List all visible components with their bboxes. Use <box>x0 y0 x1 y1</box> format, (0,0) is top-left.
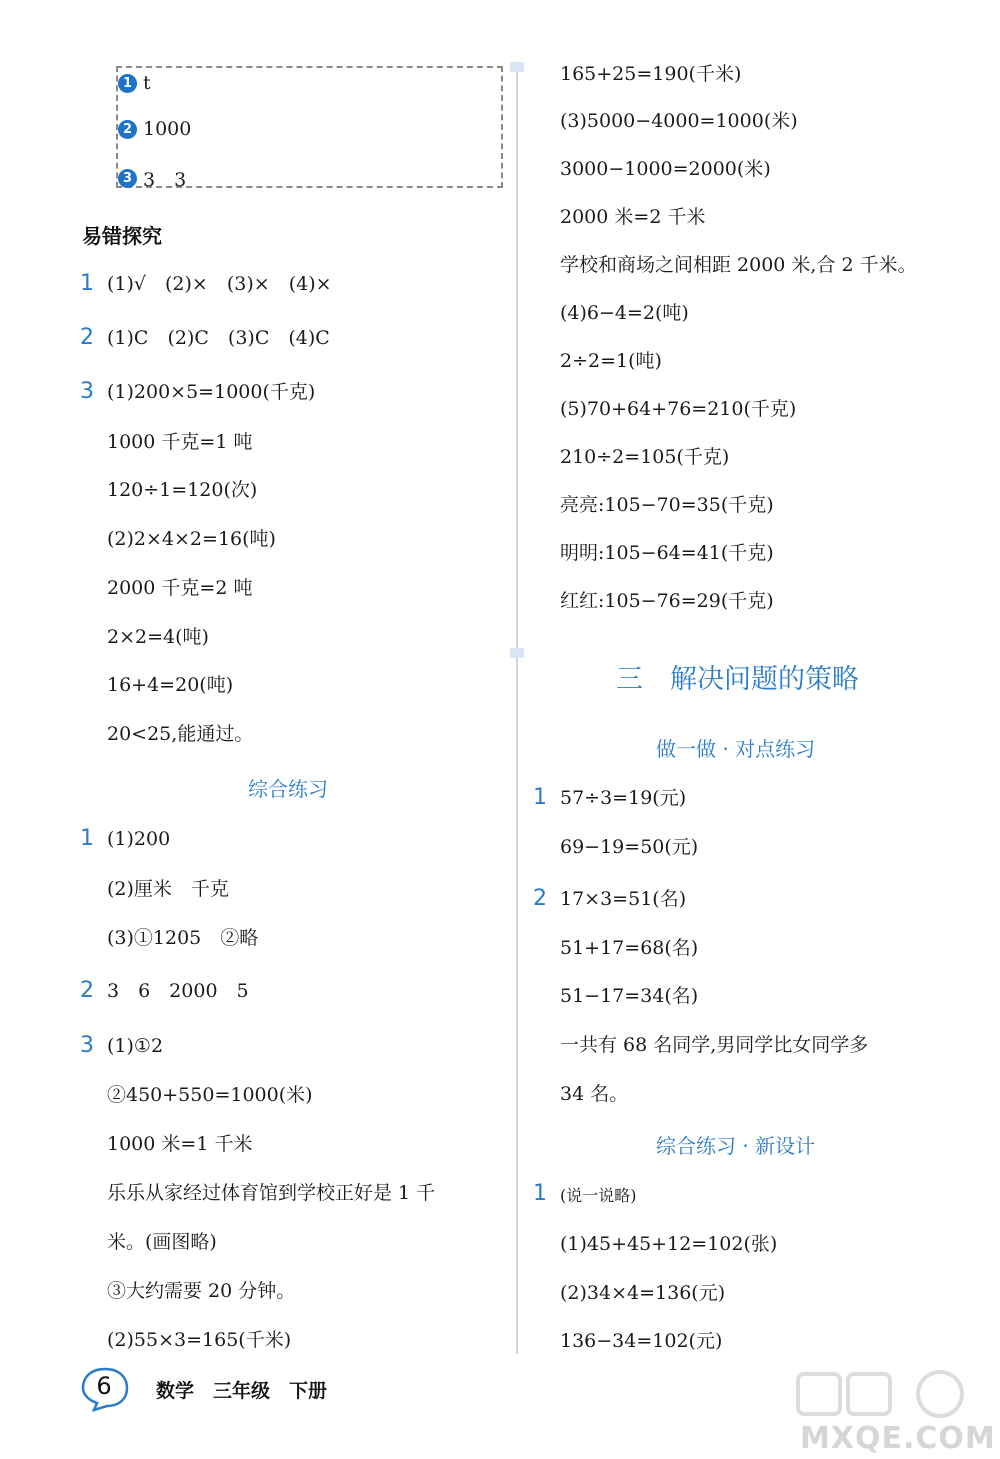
answer-line: 34 名。 <box>560 1083 629 1105</box>
question-number: 3 <box>80 1033 94 1058</box>
answer-line: (1)45+45+12=102(张) <box>560 1233 778 1255</box>
divider-tick-middle <box>510 648 524 658</box>
section-title-practice: 做一做 · 对点练习 <box>656 737 816 761</box>
answer-line: ③大约需要 20 分钟。 <box>107 1280 296 1302</box>
answer-line: 51−17=34(名) <box>560 985 699 1007</box>
section-title-error-exploration: 易错探究 <box>82 224 162 248</box>
answer-line: 57÷3=19(元) <box>560 787 687 809</box>
answer-line: 1000 千克=1 吨 <box>107 431 253 453</box>
answer-line: 136−34=102(元) <box>560 1330 723 1352</box>
section-title-new-design: 综合练习 · 新设计 <box>656 1134 816 1158</box>
answer-line: 2×2=4(吨) <box>107 626 209 648</box>
answer-line: 亮亮:105−70=35(千克) <box>560 494 774 516</box>
answer-line: 米。(画图略) <box>107 1231 217 1253</box>
answer-line: (2)34×4=136(元) <box>560 1282 726 1304</box>
divider-tick-top <box>510 62 524 72</box>
circle-number-2-icon: 2 <box>118 120 137 139</box>
watermark-text: MXQE.COM <box>800 1421 996 1456</box>
answer-line: (1)200×5=1000(千克) <box>107 381 316 403</box>
answer-line: (1)①2 <box>107 1035 164 1057</box>
answer-line: (3)①1205 ②略 <box>107 927 259 949</box>
answer-line: (1)C (2)C (3)C (4)C <box>107 327 330 349</box>
question-number: 1 <box>533 785 547 810</box>
question-number: 3 <box>80 379 94 404</box>
answer-line: 2÷2=1(吨) <box>560 350 662 372</box>
answer-line: (5)70+64+76=210(千克) <box>560 398 797 420</box>
answer-line: 乐乐从家经过体育馆到学校正好是 1 千 <box>107 1182 436 1204</box>
answer-line: (说一说略) <box>560 1186 637 1205</box>
section-title-comprehensive: 综合练习 <box>248 777 328 801</box>
answer-line: 红红:105−76=29(千克) <box>560 590 774 612</box>
page-number: 6 <box>96 1372 112 1400</box>
question-number: 2 <box>533 886 547 911</box>
answer-line: 3000−1000=2000(米) <box>560 158 771 180</box>
answer-line: (3)5000−4000=1000(米) <box>560 110 798 132</box>
answer-line: 一共有 68 名同学,男同学比女同学多 <box>560 1034 869 1056</box>
answer-line: 69−19=50(元) <box>560 836 699 858</box>
box-item-1-text: t <box>143 72 151 94</box>
question-number: 1 <box>80 826 94 851</box>
answer-line: 3 6 2000 5 <box>107 980 249 1002</box>
question-number: 2 <box>80 325 94 350</box>
circle-number-3-icon: 3 <box>118 169 137 188</box>
answer-line: (1)200 <box>107 828 171 850</box>
answer-line: (4)6−4=2(吨) <box>560 302 689 324</box>
answer-line: 51+17=68(名) <box>560 937 699 959</box>
answer-line: 20<25,能通过。 <box>107 723 254 745</box>
answer-line: 明明:105−64=41(千克) <box>560 542 774 564</box>
chapter-title: 三 解决问题的策略 <box>616 664 859 695</box>
box-item-3 <box>118 165 186 192</box>
box-item-2-text: 1000 <box>143 118 192 140</box>
answer-line: 16+4=20(吨) <box>107 674 234 696</box>
answer-line: (2)55×3=165(千米) <box>107 1329 292 1351</box>
answer-line: 120÷1=120(次) <box>107 479 258 501</box>
answer-line: 17×3=51(名) <box>560 888 687 910</box>
question-number: 1 <box>80 271 94 296</box>
answer-line: ②450+550=1000(米) <box>107 1084 313 1106</box>
answer-line: 165+25=190(千米) <box>560 63 742 85</box>
question-number: 2 <box>80 978 94 1003</box>
book-title: 数学 三年级 下册 <box>156 1380 328 1402</box>
column-divider <box>516 62 518 1354</box>
answer-line: (1)√ (2)× (3)× (4)× <box>107 273 332 295</box>
answer-line: 2000 米=2 千米 <box>560 206 706 228</box>
answer-line: (2)2×4×2=16(吨) <box>107 528 276 550</box>
answer-line: (2)厘米 千克 <box>107 878 229 900</box>
question-number: 1 <box>533 1181 547 1206</box>
box-item-2 <box>118 118 191 140</box>
circle-number-1-icon: 1 <box>118 74 137 93</box>
answer-line: 2000 千克=2 吨 <box>107 577 253 599</box>
box-item-1 <box>118 72 151 94</box>
box-item-3-text: 3 3 <box>143 169 187 191</box>
answer-line: 210÷2=105(千克) <box>560 446 730 468</box>
answer-line: 学校和商场之间相距 2000 米,合 2 千米。 <box>560 254 917 276</box>
answer-line: 1000 米=1 千米 <box>107 1133 253 1155</box>
